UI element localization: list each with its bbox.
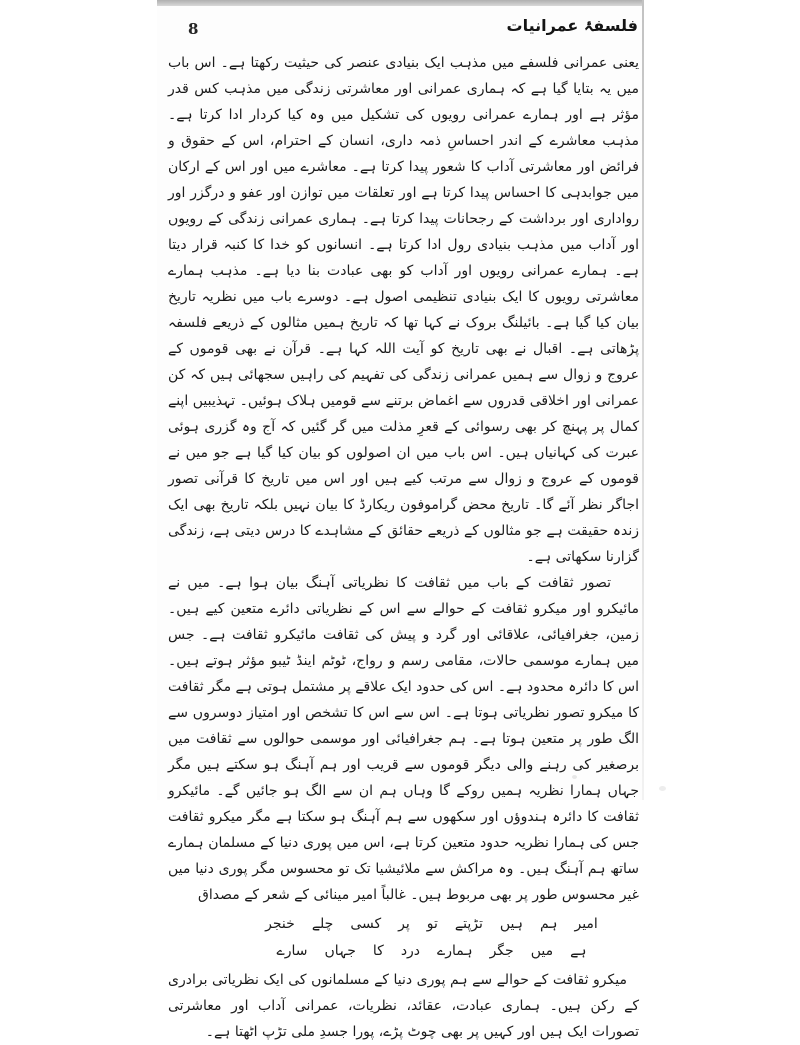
- page-scan-top-edge: [157, 0, 644, 6]
- verse-word: پر: [398, 916, 410, 932]
- verse-word: کسی: [350, 916, 382, 932]
- page-scan-right-edge: [642, 0, 644, 800]
- verse-word: چلے: [311, 916, 334, 932]
- verse-line: [196, 911, 667, 938]
- verse-word: ہم: [539, 916, 558, 932]
- verse-word: کا: [372, 943, 384, 959]
- verse-word: امیر: [574, 916, 598, 932]
- verse-word: جہاں: [324, 943, 356, 959]
- scan-artifact: [659, 786, 666, 791]
- verse-line: [196, 938, 667, 965]
- verse-word: تو: [426, 916, 438, 932]
- scan-artifact: [572, 775, 577, 779]
- paragraph-culture-chapter: تصور ثقافت کے باب میں ثقافت کا نظریاتی آہنگ بیان ہوا ہے۔ میں نے مائیکرو اور میکرو ثقافت کے حوالے سے اس کے نظریاتی دائرے متعین کیے ہیں۔ زمین، جغرافیائی، علاقائی اور گرد و پیش کی ثقافت مائیکرو ثقافت ہے۔ جس میں ہمارے موسمی حالات، مقامی رسم و رواج، ٹوٹم اینڈ ٹیبو مؤثر ہوتے ہیں۔ اس کا دائرہ محدود ہے۔ اس کی حدود ایک علاقے پر مشتمل ہوتی ہے مگر ثقافت کا میکرو تصور نظریاتی ہوتا ہے۔ اس سے اس کا تشخص اور امتیاز دوسروں سے الگ طور پر متعین ہوتا ہے۔ ہم جغرافیائی اور موسمی حوالوں سے ثقافت میں برصغیر کی رہنے والی دیگر قوموں سے قریب اور ہم آہنگ ہو سکتے ہیں مگر جہاں ہمارا نظریہ ہمیں روکے گا وہاں ہم ان سے الگ ہو جائیں گے۔ مائیکرو ثقافت کا دائرہ ہندوؤں اور سکھوں سے ہم آہنگ ہو سکتا ہے مگر میکرو ثقافت جس کی ہمارا نظریہ حدود متعین کرتا ہے، اس میں پوری دنیا کے مسلمان ہمارے ساتھ ہم آہنگ ہیں۔ وہ مراکش سے ملائیشیا تک تو محسوس مگر پوری دنیا میں غیر محسوس طور پر بھی مربوط ہیں۔ غالباً امیر مینائی کے شعر کے مصداق: [168, 575, 639, 903]
- verse-word: خنجر: [265, 916, 295, 932]
- page-body: [168, 50, 639, 1045]
- paragraph-macro-culture: میکرو ثقافت کے حوالے سے ہم پوری دنیا کے مسلمانوں کی ایک نظریاتی برادری کے رکن ہیں۔ ہماری عبادت، عقائد، نظریات، عمرانی آداب اور معاشرتی تصورات ایک ہیں اور کہیں پر بھی چوٹ پڑے، پورا جسدِ ملی تڑپ اٹھتا ہے۔: [168, 972, 639, 1040]
- verse-word: ہے: [570, 943, 587, 959]
- verse-couplet: [168, 911, 639, 965]
- verse-word: تڑپتے: [454, 916, 483, 932]
- paragraph-religion-chapter: یعنی عمرانی فلسفے میں مذہب ایک بنیادی عنصر کی حیثیت رکھتا ہے۔ اس باب میں یہ بتایا گیا ہے کہ ہماری عمرانی اور معاشرتی زندگی میں مذہب کس قدر مؤثر ہے اور ہمارے عمرانی رویوں کی تشکیل میں وہ کیا کردار ادا کرتا ہے۔ مذہب معاشرے کے اندر احساسِ ذمہ داری، انسان کے احترام، اس کے حقوق و فرائض اور معاشرتی آداب کا شعور پیدا کرتا ہے۔ معاشرے میں اور اس کے ارکان میں جوابدہی کا احساس پیدا کرتا ہے اور تعلقات میں توازن اور عفو و درگزر اور رواداری اور برداشت کے رجحانات پیدا کرتا ہے۔ ہماری عمرانی زندگی کے رویوں اور آداب میں مذہب بنیادی رول ادا کرتا ہے۔ انسانوں کو خدا کا کنبہ قرار دیتا ہے۔ ہمارے عمرانی رویوں اور آداب کو بھی عبادت بنا دیا ہے۔ مذہب ہمارے معاشرتی رویوں کا ایک بنیادی تنظیمی اصول ہے۔ دوسرے باب میں نظریہ تاریخ بیان کیا گیا ہے۔ بائیلنگ بروک نے کہا تھا کہ تاریخ ہمیں مثالوں کے ذریعے فلسفہ پڑھاتی ہے۔ اقبال نے بھی تاریخ کو آیت اللہ کہا ہے۔ قرآن نے بھی قوموں کے عروج و زوال سے ہمیں عمرانی زندگی کی تفہیم کی راہیں سجھائی ہیں کہ کن عمرانی اور اخلاقی قدروں سے اغماض برتنے سے قومیں ہلاک ہوئیں۔ تہذیبیں اپنے کمال پر پہنچ کر بھی رسوائی کے قعرِ مذلت میں گر گئیں کہ آج وہ گزری ہوئی عبرت کی کہانیاں ہیں۔ اس باب میں ان اصولوں کو بیان کیا گیا ہے جو میں نے قوموں کے عروج و زوال سے مرتب کیے ہیں اور اس میں تاریخ کا قرآنی تصور اجاگر نظر آئے گا۔ تاریخ محض گراموفون ریکارڈ کا بیان نہیں بلکہ تاریخ بھی ایک زندہ حقیقت ہے جو مثالوں کے ذریعے حقائق کے مشاہدے کا درس دیتی ہے، زندگی گزارنا سکھاتی ہے۔: [168, 55, 639, 565]
- verse-word: جگر: [489, 943, 514, 959]
- verse-word: میں: [530, 943, 554, 959]
- page-number: 8: [188, 20, 199, 38]
- verse-word: سارے: [276, 943, 308, 959]
- book-title: فلسفۂ عمرانیات: [506, 16, 638, 35]
- page-header: [157, 16, 644, 44]
- verse-word: ہمارے: [437, 943, 473, 959]
- scanned-book-page: [157, 0, 644, 1040]
- verse-word: ہیں: [499, 916, 523, 932]
- verse-word: درد: [400, 943, 421, 959]
